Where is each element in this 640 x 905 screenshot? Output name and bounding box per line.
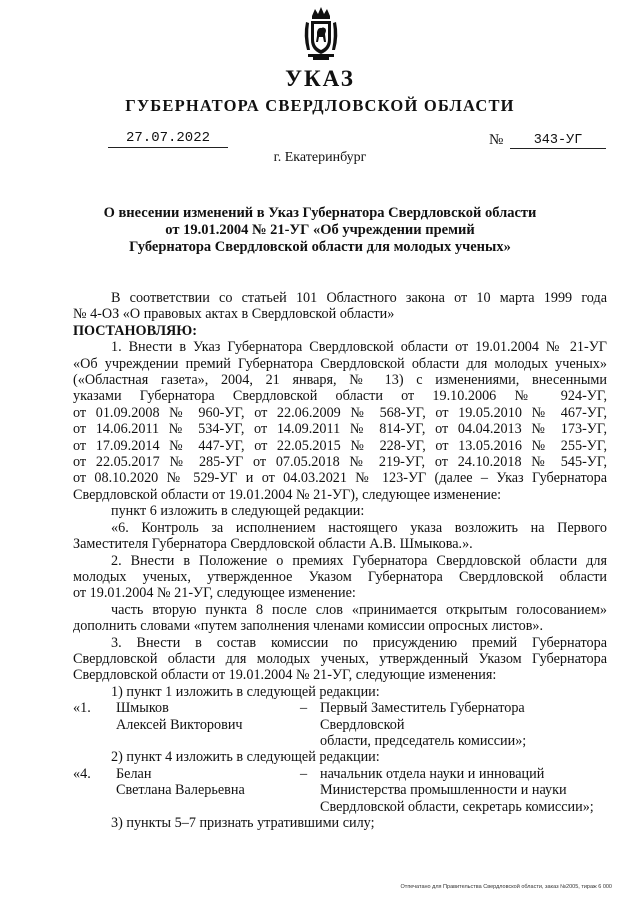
member-number: «1.	[73, 700, 91, 717]
preamble-line: № 4-ОЗ «О правовых актах в Свердловской области»	[73, 306, 395, 323]
member-number: «4.	[73, 765, 91, 782]
member-surname: Шмыков	[116, 700, 169, 717]
member-position	[320, 700, 607, 749]
paragraph-1-line: 1. Внести в Указ Губернатора Свердловской области от 19.01.2004 № 21-УГ	[111, 339, 607, 356]
paragraph-1-line: «Об учреждении премий Губернатора Свердловской области для молодых ученых»	[73, 355, 607, 372]
paragraph-1-line: от 14.06.2011 № 534-УГ, от 14.09.2011 № 814-УГ, от 04.04.2013 № 173-УГ,	[73, 421, 607, 438]
member-name	[116, 700, 300, 749]
paragraph-3-item-1: 1) пункт 1 изложить в следующей редакции:	[111, 683, 380, 700]
decree-number: 343-УГ	[510, 133, 606, 149]
subject-line: О внесении изменений в Указ Губернатора Свердловской области	[103, 205, 537, 221]
subject-line: Губернатора Свердловской области для молодых ученых»	[129, 239, 511, 255]
paragraph-3-line: Свердловской области для молодых ученых, утвержденный Указом Губернатора	[73, 650, 607, 667]
commission-member-row-1	[73, 700, 607, 749]
paragraph-1-line: указами Губернатора Свердловской области от 19.10.2006 № 924-УГ,	[73, 388, 607, 405]
member-position	[320, 766, 607, 815]
member-position-line: Свердловской области, секретарь комиссии»;	[320, 798, 594, 815]
paragraph-2-line: от 19.01.2004 № 21-УГ, следующее изменение:	[73, 585, 356, 602]
member-name	[116, 766, 300, 815]
member-dash: –	[300, 765, 308, 782]
member-dash: –	[300, 700, 308, 717]
preamble-line: В соответствии со статьей 101 Областного закона от 10 марта 1999 года	[111, 290, 607, 306]
paragraph-1-quote-line: Заместителя Губернатора Свердловской области А.В. Шмыкова.».	[73, 536, 473, 553]
city-name: г. Екатеринбург	[273, 150, 367, 165]
paragraph-2-subline: дополнить словами «путем заполнения членами комиссии опросных листов».	[73, 618, 544, 635]
paragraph-3-item-3: 3) пункты 5–7 признать утратившими силу;	[111, 815, 375, 831]
paragraph-1-line: от 08.10.2020 № 529-УГ и от 04.03.2021 № 123-УГ (далее – Указ Губернатора	[73, 470, 607, 487]
paragraph-1-line: Свердловской области от 19.01.2004 № 21-УГ), следующее изменение:	[73, 486, 502, 503]
issuer-title: ГУБЕРНАТОРА СВЕРДЛОВСКОЙ ОБЛАСТИ	[125, 96, 515, 115]
commission-member-row-4	[73, 766, 607, 815]
paragraph-1-subline: пункт 6 изложить в следующей редакции:	[111, 503, 365, 520]
member-given-names: Светлана Валерьевна	[116, 782, 245, 799]
paragraph-1-line: («Областная газета», 2004, 21 января, № 13) с изменениями, внесенными	[73, 372, 607, 389]
paragraph-1-quote-line: «6. Контроль за исполнением настоящего указа возложить на Первого	[111, 519, 607, 536]
paragraph-3-item-2: 2) пункт 4 изложить в следующей редакции:	[111, 749, 380, 766]
subject-line: от 19.01.2004 № 21-УГ «Об учреждении премий	[165, 222, 475, 238]
print-imprint: Отпечатано для Правительства Свердловской области, заказ №2005, тираж 6 000	[400, 884, 612, 890]
number-label: №	[489, 132, 504, 148]
paragraph-1-line: от 22.05.2017 № 285-УГ от 07.05.2018 № 219-УГ, от 24.10.2018 № 545-УГ,	[73, 454, 607, 471]
member-surname: Белан	[116, 765, 152, 782]
paragraph-3-line: 3. Внести в состав комиссии по присуждению премий Губернатора	[111, 634, 607, 651]
member-position-line: Министерства промышленности и науки	[320, 782, 567, 799]
paragraph-1-line: от 17.09.2014 № 447-УГ, от 22.05.2015 № 228-УГ, от 13.05.2016 № 255-УГ,	[73, 437, 607, 454]
member-position-line: Первый Заместитель Губернатора Свердловской	[320, 700, 525, 733]
sverdlovsk-coat-of-arms-icon	[303, 6, 339, 62]
paragraph-2-line: молодых ученых, утвержденное Указом Губернатора Свердловской области	[73, 568, 607, 585]
member-position-line: области, председатель комиссии»;	[320, 732, 527, 749]
decree-date: 27.07.2022	[108, 130, 228, 148]
decree-body	[73, 290, 607, 831]
decree-word: ПОСТАНОВЛЯЮ:	[73, 322, 198, 339]
member-given-names: Алексей Викторович	[116, 716, 243, 733]
paragraph-3-line: Свердловской области от 19.01.2004 № 21-УГ, следующие изменения:	[73, 667, 497, 684]
document-type-title: УКАЗ	[285, 66, 355, 91]
paragraph-2-subline: часть вторую пункта 8 после слов «принимается открытым голосованием»	[111, 601, 607, 618]
document-subject-title	[80, 205, 560, 256]
paragraph-1-line: от 01.09.2008 № 960-УГ, от 22.06.2009 № 568-УГ, от 19.05.2010 № 467-УГ,	[73, 404, 607, 421]
member-position-line: начальник отдела науки и инноваций	[320, 765, 545, 782]
paragraph-2-line: 2. Внести в Положение о премиях Губернатора Свердловской области для	[111, 552, 607, 569]
